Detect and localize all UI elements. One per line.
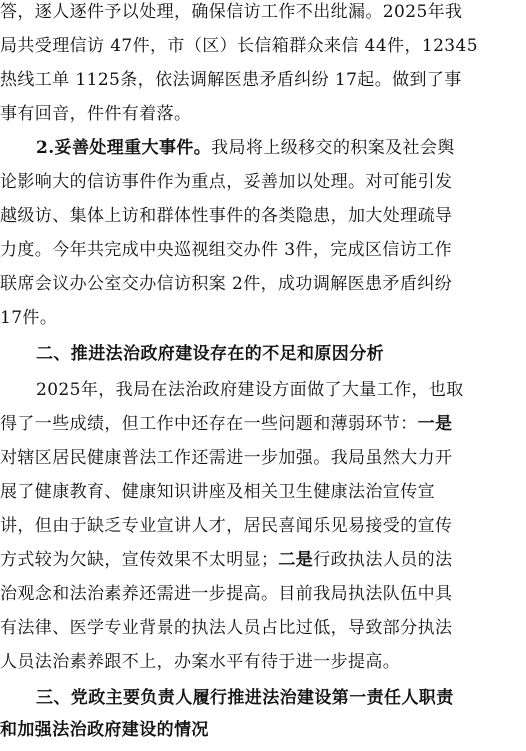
paragraph-line: 治观念和法治素养还需进一步提高。目前我局执法队伍中具 xyxy=(0,584,453,604)
paragraph-line: 事有回音，件件有着落。 xyxy=(0,104,192,124)
paragraph-line: 对辖区居民健康普法工作还需进一步加强。我局虽然大力开 xyxy=(0,448,453,468)
paragraph-line: 有法律、医学专业背景的执法人员占比过低，导致部分执法 xyxy=(0,618,453,638)
section-heading: 二、推进法治政府建设存在的不足和原因分析 xyxy=(36,344,384,364)
paragraph-text: 行政执法人员的法 xyxy=(313,550,453,570)
paragraph-line: 人员法治素养跟不上，办案水平有待于进一步提高。 xyxy=(0,652,401,672)
paragraph-line: 力度。今年共完成中央巡视组交办件 3件，完成区信访工作 xyxy=(0,240,453,260)
section-heading-continued: 和加强法治政府建设的情况 xyxy=(0,720,209,740)
paragraph-line: 2025年，我局在法治政府建设方面做了大量工作，也取 xyxy=(36,380,464,400)
paragraph-line xyxy=(0,550,452,570)
paragraph-line: 17件。 xyxy=(0,308,58,328)
paragraph-line: 热线工单 1125条，依法调解医患矛盾纠纷 17起。做到了事 xyxy=(0,70,462,90)
paragraph-text: 得了一些成绩，但工作中还存在一些问题和薄弱环节： xyxy=(0,414,418,434)
paragraph-line: 局共受理信访 47件，市（区）长信箱群众来信 44件，12345 xyxy=(0,36,478,56)
paragraph-text: 我局将上级移交的积案及社会舆 xyxy=(211,138,455,158)
paragraph-line xyxy=(0,414,452,434)
paragraph-line xyxy=(36,138,455,158)
paragraph-line: 论影响大的信访事件作为重点，妥善加以处理。对可能引发 xyxy=(0,172,453,192)
subheading-bold: 2.妥善处理重大事件。 xyxy=(36,138,212,158)
section-heading: 三、党政主要负责人履行推进法治建设第一责任人职责 xyxy=(36,688,454,708)
paragraph-line: 联席会议办公室交办信访积案 2件，成功调解医患矛盾纠纷 xyxy=(0,274,453,294)
emphasis-bold: 一是 xyxy=(417,414,453,434)
paragraph-line: 展了健康教育、健康知识讲座及相关卫生健康法治宣传宣 xyxy=(0,482,435,502)
paragraph-line: 答，逐人逐件予以处理，确保信访工作不出纰漏。2025年我 xyxy=(0,2,463,22)
paragraph-line: 越级访、集体上访和群体性事件的各类隐患，加大处理疏导 xyxy=(0,206,453,226)
paragraph-line: 讲，但由于缺乏专业宣讲人才，居民喜闻乐见易接受的宣传 xyxy=(0,516,453,536)
emphasis-bold: 二是 xyxy=(278,550,314,570)
paragraph-text: 方式较为欠缺，宣传效果不太明显； xyxy=(0,550,279,570)
